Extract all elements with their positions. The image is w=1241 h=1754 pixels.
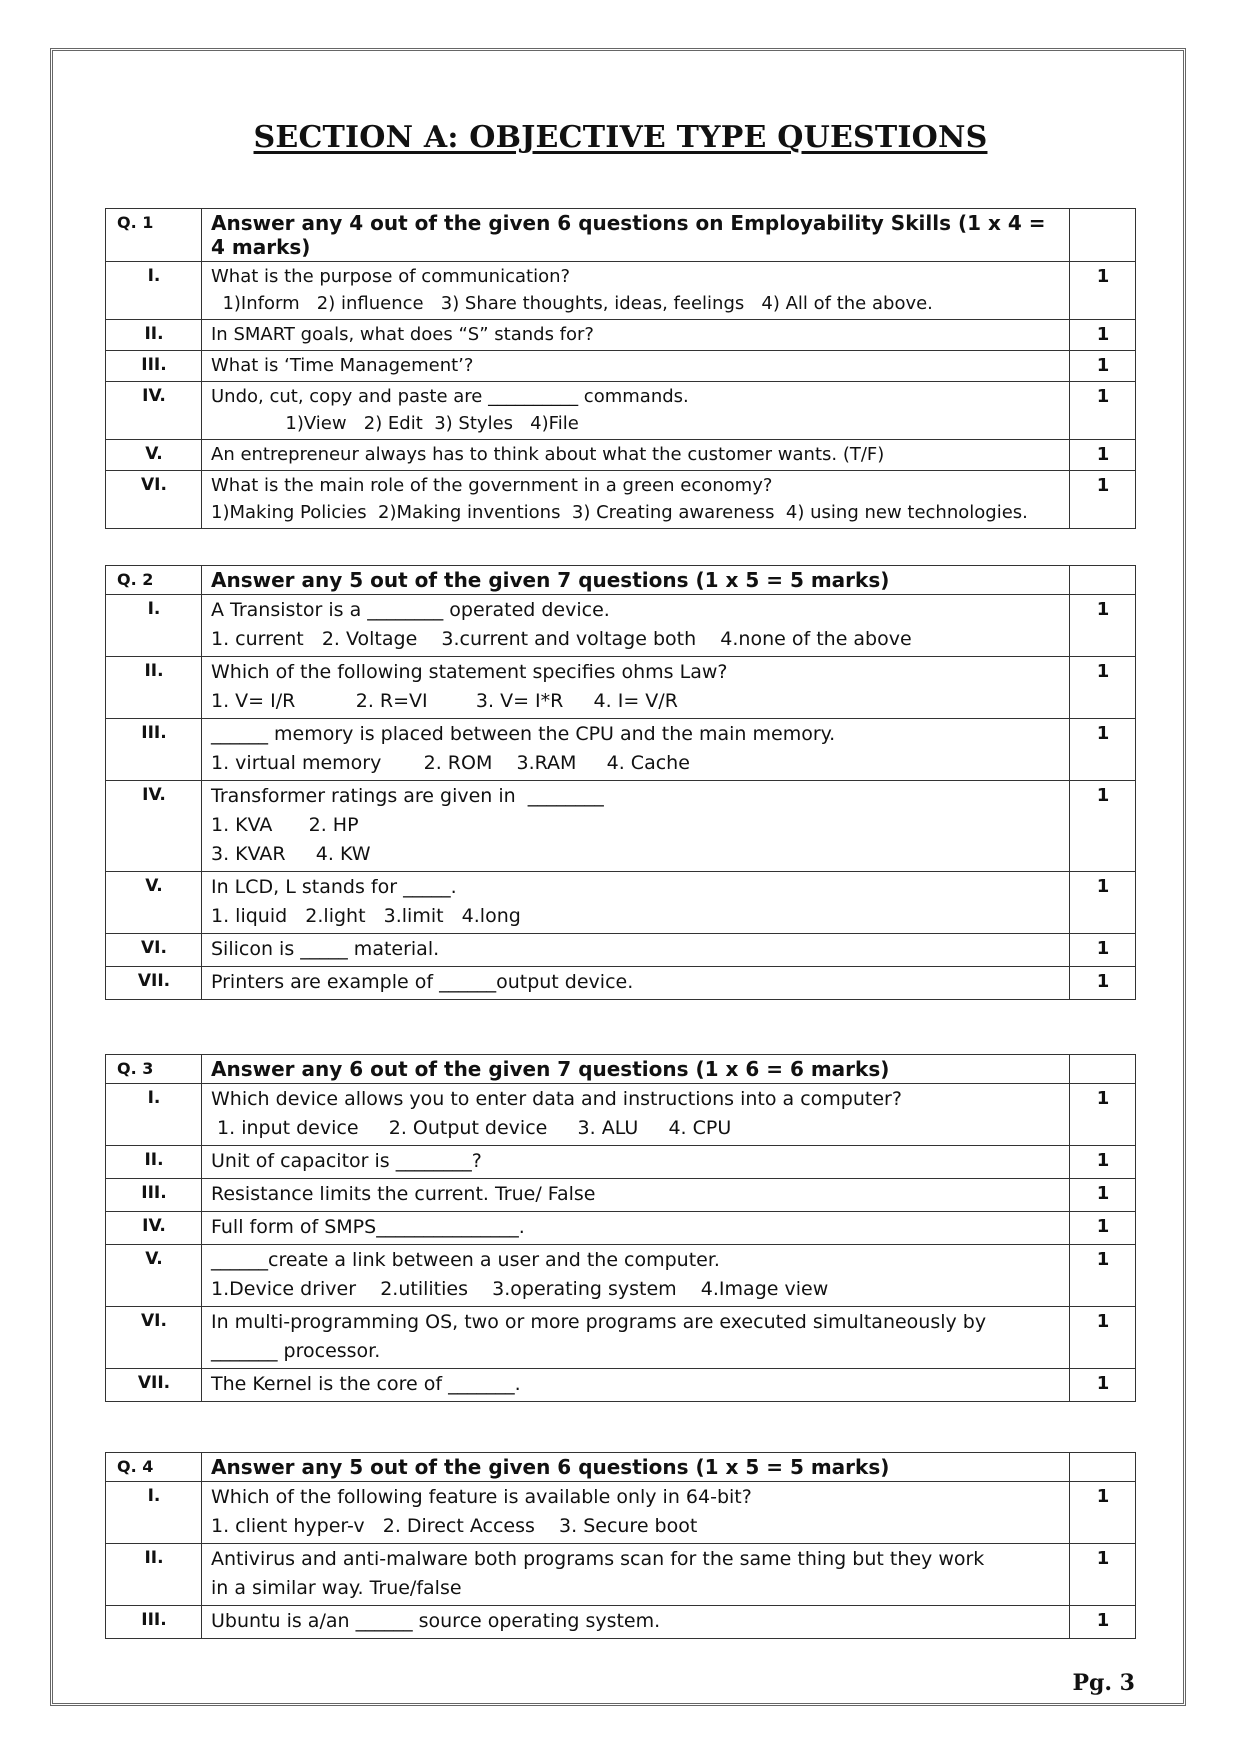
sub-question-text — [202, 1212, 1070, 1245]
sub-question-number: VII. — [106, 967, 202, 1000]
marks-cell: 1 — [1070, 1146, 1136, 1179]
sub-question-number: I. — [106, 262, 202, 320]
question-table-2 — [105, 565, 1136, 1000]
marks-cell: 1 — [1070, 1307, 1136, 1369]
question-line: 1. liquid 2.light 3.limit 4.long — [211, 905, 521, 927]
sub-question-text — [202, 1084, 1070, 1146]
question-line: The Kernel is the core of _______. — [211, 1373, 521, 1395]
question-row — [106, 1307, 1136, 1369]
question-line: 1. V= I/R 2. R=VI 3. V= I*R 4. I= V/R — [211, 690, 678, 712]
sub-question-number: II. — [106, 1146, 202, 1179]
sub-question-number: III. — [106, 719, 202, 781]
sub-question-number: VI. — [106, 934, 202, 967]
marks-cell: 1 — [1070, 781, 1136, 872]
question-line: In SMART goals, what does “S” stands for? — [211, 324, 594, 345]
question-line: 1. input device 2. Output device 3. ALU 4. CPU — [211, 1117, 732, 1139]
question-row — [106, 1212, 1136, 1245]
question-number: Q. 2 — [106, 566, 202, 595]
marks-cell: 1 — [1070, 320, 1136, 351]
sub-question-text — [202, 382, 1070, 440]
sub-question-text — [202, 1369, 1070, 1402]
question-line: 1. KVA 2. HP — [211, 814, 359, 836]
marks-cell: 1 — [1070, 262, 1136, 320]
question-line: Silicon is _____ material. — [211, 938, 440, 960]
question-line: Undo, cut, copy and paste are __________ commands. — [211, 386, 689, 407]
question-number: Q. 4 — [106, 1453, 202, 1482]
sub-question-text — [202, 1606, 1070, 1639]
question-row — [106, 351, 1136, 382]
marks-cell: 1 — [1070, 1544, 1136, 1606]
question-row — [106, 657, 1136, 719]
marks-cell: 1 — [1070, 967, 1136, 1000]
sub-question-text — [202, 1307, 1070, 1369]
question-row — [106, 1245, 1136, 1307]
question-line: In multi-programming OS, two or more programs are executed simultaneously by — [211, 1311, 987, 1333]
question-line: in a similar way. True/false — [211, 1577, 462, 1599]
question-line: 1. virtual memory 2. ROM 3.RAM 4. Cache — [211, 752, 690, 774]
marks-header-cell — [1070, 1055, 1136, 1084]
sub-question-text — [202, 781, 1070, 872]
question-line: ______create a link between a user and the computer. — [211, 1249, 720, 1271]
question-row — [106, 440, 1136, 471]
question-line: Which device allows you to enter data and instructions into a computer? — [211, 1088, 902, 1110]
question-line: 1. current 2. Voltage 3.current and voltage both 4.none of the above — [211, 628, 912, 650]
question-line: What is ‘Time Management’? — [211, 355, 474, 376]
sub-question-text — [202, 657, 1070, 719]
question-line: 3. KVAR 4. KW — [211, 843, 371, 865]
sub-question-number: I. — [106, 595, 202, 657]
sub-question-text — [202, 934, 1070, 967]
question-row — [106, 1544, 1136, 1606]
question-line: Printers are example of ______output device. — [211, 971, 634, 993]
section-title: SECTION A: OBJECTIVE TYPE QUESTIONS — [253, 120, 988, 155]
marks-cell: 1 — [1070, 934, 1136, 967]
question-heading: Answer any 5 out of the given 7 questions (1 x 5 = 5 marks) — [202, 566, 1070, 595]
sub-question-text — [202, 967, 1070, 1000]
question-line: Transformer ratings are given in ________ — [211, 785, 604, 807]
sub-question-number: IV. — [106, 382, 202, 440]
sub-question-number: V. — [106, 440, 202, 471]
sub-question-number: II. — [106, 657, 202, 719]
marks-header-cell — [1070, 209, 1136, 262]
question-row — [106, 934, 1136, 967]
question-line: 1.Device driver 2.utilities 3.operating system 4.Image view — [211, 1278, 829, 1300]
sub-question-text — [202, 320, 1070, 351]
sub-question-number: I. — [106, 1482, 202, 1544]
sub-question-text — [202, 719, 1070, 781]
sub-question-text — [202, 1245, 1070, 1307]
question-row — [106, 781, 1136, 872]
question-table-4 — [105, 1452, 1136, 1639]
sub-question-number: II. — [106, 320, 202, 351]
sub-question-number: III. — [106, 1606, 202, 1639]
question-line: 1. client hyper-v 2. Direct Access 3. Secure boot — [211, 1515, 698, 1537]
sub-question-text — [202, 1482, 1070, 1544]
question-number: Q. 3 — [106, 1055, 202, 1084]
question-row — [106, 262, 1136, 320]
question-row — [106, 595, 1136, 657]
question-header-row — [106, 566, 1136, 595]
question-row — [106, 1482, 1136, 1544]
marks-cell: 1 — [1070, 1245, 1136, 1307]
question-line: Which of the following statement specifies ohms Law? — [211, 661, 728, 683]
question-row — [106, 382, 1136, 440]
marks-header-cell — [1070, 566, 1136, 595]
sub-question-text — [202, 440, 1070, 471]
question-line: _______ processor. — [211, 1340, 381, 1362]
question-row — [106, 967, 1136, 1000]
question-row — [106, 471, 1136, 529]
sub-question-number: III. — [106, 351, 202, 382]
question-number: Q. 1 — [106, 209, 202, 262]
marks-cell: 1 — [1070, 1179, 1136, 1212]
marks-cell: 1 — [1070, 351, 1136, 382]
sub-question-text — [202, 595, 1070, 657]
sub-question-number: III. — [106, 1179, 202, 1212]
question-row — [106, 1179, 1136, 1212]
marks-cell: 1 — [1070, 719, 1136, 781]
question-heading: Answer any 4 out of the given 6 questions on Employability Skills (1 x 4 = 4 marks) — [202, 209, 1070, 262]
question-row — [106, 320, 1136, 351]
sub-question-number: VII. — [106, 1369, 202, 1402]
question-line: ______ memory is placed between the CPU and the main memory. — [211, 723, 836, 745]
sub-question-number: V. — [106, 872, 202, 934]
question-line: Antivirus and anti-malware both programs scan for the same thing but they work — [211, 1548, 985, 1570]
marks-cell: 1 — [1070, 1606, 1136, 1639]
question-line: Which of the following feature is available only in 64-bit? — [211, 1486, 752, 1508]
sub-question-text — [202, 262, 1070, 320]
question-line: 1)Making Policies 2)Making inventions 3) Creating awareness 4) using new technologies. — [211, 502, 1028, 523]
question-heading: Answer any 6 out of the given 7 questions (1 x 6 = 6 marks) — [202, 1055, 1070, 1084]
question-row — [106, 719, 1136, 781]
sub-question-text — [202, 1146, 1070, 1179]
question-row — [106, 1146, 1136, 1179]
question-row — [106, 1606, 1136, 1639]
sub-question-number: I. — [106, 1084, 202, 1146]
marks-cell: 1 — [1070, 1482, 1136, 1544]
question-line: A Transistor is a ________ operated device. — [211, 599, 610, 621]
question-line: Resistance limits the current. True/ False — [211, 1183, 596, 1205]
question-heading: Answer any 5 out of the given 6 questions (1 x 5 = 5 marks) — [202, 1453, 1070, 1482]
sub-question-text — [202, 351, 1070, 382]
sub-question-number: IV. — [106, 781, 202, 872]
marks-cell: 1 — [1070, 1084, 1136, 1146]
sub-question-number: V. — [106, 1245, 202, 1307]
marks-cell: 1 — [1070, 872, 1136, 934]
page-number: Pg. 3 — [1072, 1670, 1135, 1696]
question-header-row — [106, 1055, 1136, 1084]
question-line: An entrepreneur always has to think about what the customer wants. (T/F) — [211, 444, 885, 465]
question-line: 1)View 2) Edit 3) Styles 4)File — [211, 413, 579, 434]
question-table-3 — [105, 1054, 1136, 1402]
marks-cell: 1 — [1070, 595, 1136, 657]
sub-question-text — [202, 872, 1070, 934]
question-row — [106, 872, 1136, 934]
question-line: In LCD, L stands for _____. — [211, 876, 457, 898]
question-line: 1)Inform 2) influence 3) Share thoughts, ideas, feelings 4) All of the above. — [211, 293, 933, 314]
sub-question-number: IV. — [106, 1212, 202, 1245]
question-table-1 — [105, 208, 1136, 529]
question-header-row — [106, 209, 1136, 262]
marks-cell: 1 — [1070, 382, 1136, 440]
marks-header-cell — [1070, 1453, 1136, 1482]
sub-question-number: VI. — [106, 471, 202, 529]
question-line: Full form of SMPS_______________. — [211, 1216, 525, 1238]
question-row — [106, 1084, 1136, 1146]
marks-cell: 1 — [1070, 471, 1136, 529]
question-header-row — [106, 1453, 1136, 1482]
sub-question-number: II. — [106, 1544, 202, 1606]
question-line: Ubuntu is a/an ______ source operating system. — [211, 1610, 661, 1632]
question-line: What is the main role of the government in a green economy? — [211, 475, 773, 496]
question-line: What is the purpose of communication? — [211, 266, 571, 287]
sub-question-text — [202, 1179, 1070, 1212]
sub-question-number: VI. — [106, 1307, 202, 1369]
question-row — [106, 1369, 1136, 1402]
sub-question-text — [202, 1544, 1070, 1606]
marks-cell: 1 — [1070, 657, 1136, 719]
marks-cell: 1 — [1070, 440, 1136, 471]
question-line: Unit of capacitor is ________? — [211, 1150, 482, 1172]
marks-cell: 1 — [1070, 1212, 1136, 1245]
marks-cell: 1 — [1070, 1369, 1136, 1402]
sub-question-text — [202, 471, 1070, 529]
